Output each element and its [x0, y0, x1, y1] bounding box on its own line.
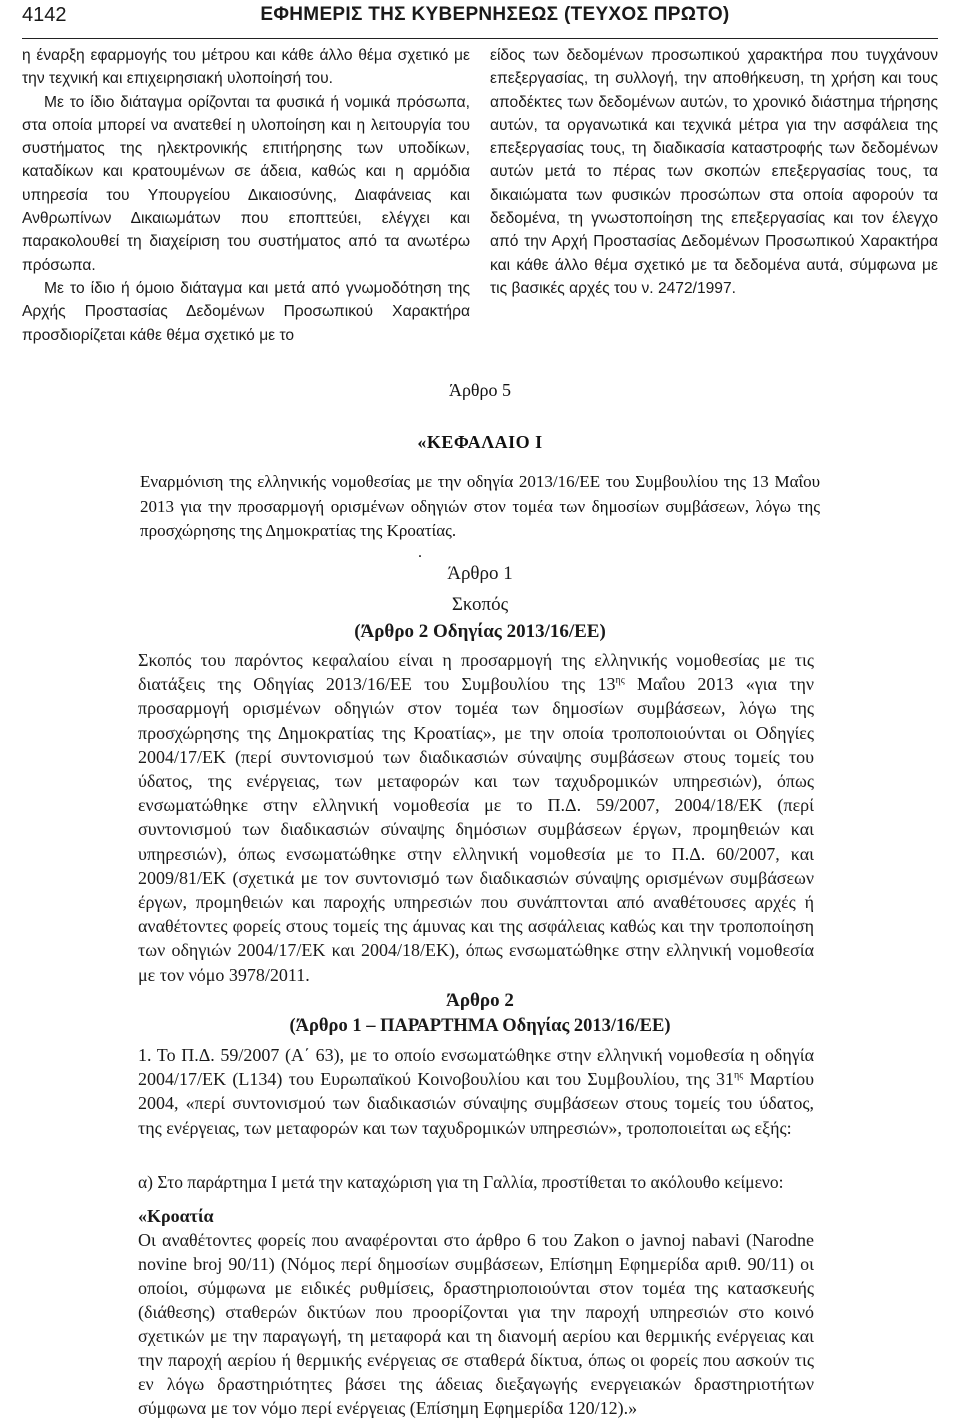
left-paragraph-1: η έναρξη εφαρμογής του μέτρου και κάθε άλλο θέμα σχετικό με την τεχνική και επιχειρησιακή υλοποίησή του. — [22, 47, 470, 88]
croatia-body: Οι αναθέτοντες φορείς που αναφέρονται στο άρθρο 6 του Zakon o javnoj nabavi (Narodne novine broj 90/11) (Νόμος περί δημοσίων συμβάσεων, Επίσημη Εφημερίδα αριθ. 90/11) οι οποίοι, σύμφωνα με ειδικές ρυθμίσεις, δραστηριοποιούνται στον τομέα της κατασκευής (διάθεσης) σταθερών δικτύων που προορίζονται για την παροχή υπηρεσιών στο κοινό σχετικών με την παραγωγή, τη μεταφορά και τη διανομή αερίου και θερμικής ενέργειας και την παροχή αερίου ή θερμικής ενέργειας σε σταθερά δίκτυα, όπως οι φορείς που ασκούν τις εν λόγω δραστηριότητες βάσει της άδειας διεξαγωγής ενεργειακών δραστηριοτήτων σύμφωνα με τον νόμο περί ενέργειας (Επίσημη Εφημερίδα 120/12).» — [138, 1230, 814, 1418]
chapter-heading: «ΚΕΦΑΛΑΙΟ Ι — [417, 432, 543, 452]
article-1-heading: Άρθρο 1 — [447, 563, 513, 584]
ordinal-suffix: ης — [734, 1070, 744, 1082]
article-2-heading: Άρθρο 2 — [446, 990, 514, 1011]
left-paragraph-2: Με το ίδιο διάταγμα ορίζονται τα φυσικά ή νομικά πρόσωπα, στα οποία μπορεί να ανατεθεί η υλοποίηση και η λειτουργία του συστήματος της ηλεκτρονικής επιτήρησης των υποδίκων, καταδίκων και κρατουμένων σε άδεια, καθώς και η αρμόδια υπηρεσία του Υπουργείου Δικαιοσύνης, Διαφάνειας και Ανθρωπίνων Δικαιωμάτων που εποπτεύει, ελέγχει και παρακολουθεί τη διαχείριση του συστήματος από τα ανωτέρω πρόσωπα. — [22, 93, 470, 274]
page-number: 4142 — [22, 4, 67, 26]
right-paragraph-1: είδος των δεδομένων προσωπικού χαρακτήρα που τυγχάνουν επεξεργασίας, τη συλλογή, την αποθήκευση, τη χρήση και τους αποδέκτες των δεδομένων αυτών, το χρονικό διάστημα τήρησης αυτών, τα οργανωτικά και τεχνικά μέτρα για την ασφάλεια της επεξεργασίας τους, τη διαδικασία καταστροφής των δεδομένων αυτών μετά το πέρας των σκοπών επεξεργασίας τους, τα δικαιώματα των φυσικών προσώπων στα οποία αφορούν τα δεδομένα, τη γνωστοποίηση της επεξεργασίας και τον έλεγχο από την Αρχή Προστασίας Δεδομένων Προσωπικού Χαρακτήρα και κάθε άλλο θέμα σχετικό με τα δεδομένα αυτά, σύμφωνα με τις βασικές αρχές του ν. 2472/1997. — [490, 47, 938, 297]
page-header — [22, 0, 938, 39]
article-5-heading: Άρθρο 5 — [448, 380, 512, 400]
article-2-body-end: Μαρτίου 2004, «περί συντονισμού των διαδικασιών σύναψης συμβάσεων στους τομείς του ύδατος, της ενέργειας, των μεταφορών και των ταχυδρομικών υπηρεσιών», τροποποιείται ως εξής: — [138, 1069, 815, 1138]
stray-mark: . — [418, 544, 422, 561]
croatia-heading: «Κροατία — [138, 1206, 214, 1226]
article-1-subtitle: Σκοπός — [451, 594, 509, 615]
article-2-reference: (Άρθρο 1 – ΠΑΡΑΡΤΗΜΑ Οδηγίας 2013/16/ΕΕ) — [289, 1016, 671, 1036]
article-2-body-start: 1. Το Π.Δ. 59/2007 (Α΄ 63), με το οποίο ενσωματώθηκε στην ελληνική νομοθεσία η οδηγία 2004/17/ΕΚ (L134) του Ευρωπαϊκού Κοινοβουλίου και του Συμβουλίου, της 31 — [138, 1045, 814, 1090]
ordinal-suffix: ης — [615, 675, 625, 687]
article-2-paragraph-a: α) Στο παράρτημα Ι μετά την καταχώριση για τη Γαλλία, προστίθεται το ακόλουθο κείμενο: — [138, 1172, 784, 1192]
gazette-title: ΕΦΗΜΕΡΙΣ ΤΗΣ ΚΥΒΕΡΝΗΣΕΩΣ (ΤΕΥΧΟΣ ΠΡΩΤΟ) — [260, 4, 730, 25]
article-2-body — [138, 1043, 814, 1140]
left-paragraph-3: Με το ίδιο ή όμοιο διάταγμα και μετά από γνωμοδότηση της Αρχής Προστασίας Δεδομένων Προσωπικού Χαρακτήρα προσδιορίζεται κάθε θέμα σχετικό με το — [22, 279, 470, 344]
article-1-body-end: Μαΐου 2013 «για την προσαρμογή ορισμένων οδηγιών στον τομέα των δημοσίων συμβάσεων, λόγω της προσχώρησης της Δημοκρατίας της Κροατίας», με την οποία τροποποιούνται οι Οδηγίες 2004/17/ΕΚ (περί συντονισμού των διαδικασιών σύναψης συμβάσεων στους τομείς του ύδατος, της ενέργειας, των μεταφορών και των ταχυδρομικών υπηρεσιών), όπως ενσωματώθηκε στην ελληνική νομοθεσία με το Π.Δ. 59/2007, 2004/18/ΕΚ (περί συντονισμού των διαδικασιών σύναψης δημόσιων συμβάσεων έργων, προμηθειών και υπηρεσιών), όπως ενσωματώθηκε στην ελληνική νομοθεσία με το Π.Δ. 60/2007, και 2009/81/ΕΚ (σχετικά με τον συντονισμό των διαδικασιών σύναψης ορισμένων συμβάσεων έργων, προμηθειών και παροχής υπηρεσιών που συνάπτονται από αναθέτουσες αρχές ή αναθέτοντες φορείς στους τομείς της άμυνας και της ασφάλειας καθώς και την τροποποίηση των οδηγιών 2004/17/ΕΚ και 2004/18/ΕΚ), όπως ενσωματώθηκε στην ελληνική νομοθεσία με τον νόμο 3978/2011. — [138, 674, 814, 985]
article-1-body-start: Σκοπός του παρόντος κεφαλαίου είναι η προσαρμογή της ελληνικής νομοθεσίας με τις διατάξεις της Οδηγίας 2013/16/ΕΕ του Συμβουλίου της 13 — [138, 650, 814, 695]
right-column — [490, 44, 938, 300]
article-1-reference: (Άρθρο 2 Οδηγίας 2013/16/ΕΕ) — [354, 621, 606, 642]
chapter-description: Εναρμόνιση της ελληνικής νομοθεσίας με την οδηγία 2013/16/ΕΕ του Συμβουλίου της 13 Μαΐου 2013 για την προσαρμογή ορισμένων οδηγιών στον τομέα των δημοσίων συμβάσεων, λόγω της προσχώρησης της Δημοκρατίας της Κροατίας. — [140, 472, 820, 540]
article-1-body — [138, 648, 814, 987]
left-column — [22, 44, 470, 347]
